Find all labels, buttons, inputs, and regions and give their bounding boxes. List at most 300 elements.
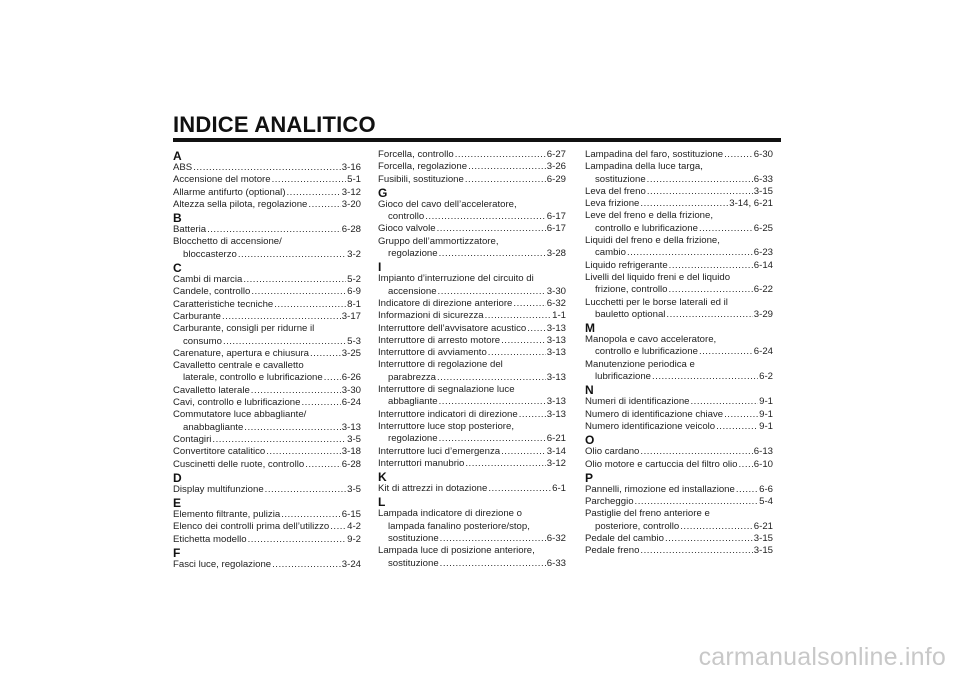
index-entry [173, 360, 361, 385]
section-letter: N [585, 383, 594, 398]
index-entry [173, 434, 361, 446]
page-number: 3-14, 6-21 [729, 198, 773, 210]
entry-text: Manutenzione periodica e [585, 358, 695, 370]
page-number: 3-5 [347, 433, 361, 445]
page-number: 3-20 [341, 198, 361, 210]
entry-text: Carburante, consigli per ridurne il [173, 323, 315, 335]
page-number: 6-21 [546, 433, 566, 445]
dot-leader [439, 248, 546, 260]
entry-text: Indicatore di direzione anteriore [378, 297, 513, 309]
dot-leader [699, 346, 753, 358]
dot-leader [640, 446, 752, 458]
index-entry [585, 508, 773, 533]
dot-leader [440, 558, 546, 570]
page-number: 3-18 [341, 446, 361, 458]
entry-line [378, 508, 566, 520]
entry-text: Interruttore indicatori di direzione [378, 408, 518, 420]
index-entry [585, 496, 773, 508]
entry-text: sostituzione [388, 557, 439, 569]
entry-line [378, 223, 566, 235]
entry-text: Interruttore dell’avvisatore acustico [378, 322, 527, 334]
index-entry [173, 187, 361, 199]
index-entry [378, 174, 566, 186]
index-entry [585, 297, 773, 322]
section-letter: I [378, 260, 382, 275]
dot-leader [308, 199, 340, 211]
index-entry [173, 299, 361, 311]
entry-text: Contagiri [173, 433, 212, 445]
index-entry [173, 559, 361, 571]
index-entry [378, 298, 566, 310]
section-letter: F [173, 546, 181, 561]
entry-text: controllo [388, 211, 425, 223]
entry-line [378, 545, 566, 557]
index-entry [378, 409, 566, 421]
entry-line [585, 521, 773, 533]
section-letter: P [585, 470, 594, 485]
dot-leader [272, 559, 341, 571]
page-number: 6-9 [347, 286, 361, 298]
entry-line [173, 385, 361, 397]
page-number: 6-1 [552, 483, 566, 495]
dot-leader [455, 149, 546, 161]
dot-leader [669, 260, 753, 272]
dot-leader [281, 509, 341, 521]
dot-leader [437, 372, 546, 384]
dot-leader [238, 249, 346, 261]
entry-line [173, 274, 361, 286]
entry-text: controllo e lubrificazione [595, 346, 698, 358]
entry-text: Etichetta modello [173, 533, 247, 545]
entry-text: bauletto optional [595, 308, 666, 320]
entry-text: Informazioni di sicurezza [378, 310, 484, 322]
entry-line [173, 249, 361, 261]
entry-text: Fusibili, sostituzione [378, 173, 464, 185]
entry-text: ABS [173, 162, 193, 173]
dot-leader [488, 483, 551, 495]
dot-leader [265, 484, 346, 496]
entry-text: laterale, controllo e lubrificazione [183, 372, 323, 384]
entry-text: accensione [388, 285, 437, 297]
page-number: 6-24 [341, 397, 361, 409]
entry-text: Interruttore di arresto motore [378, 334, 501, 346]
page-number: 6-2 [759, 371, 773, 383]
page-number: 3-2 [347, 248, 361, 260]
dot-leader [691, 396, 759, 408]
page-number: 3-13 [341, 421, 361, 433]
entry-text: Lampadina della luce targa, [585, 161, 703, 173]
dot-leader [647, 174, 753, 186]
entry-line [585, 421, 773, 433]
page-number: 6-32 [546, 297, 566, 309]
entry-line [585, 223, 773, 235]
entry-line [378, 310, 566, 322]
page-number: 9-2 [347, 533, 361, 545]
entry-text: Gioco valvole [378, 223, 436, 235]
index-entry [585, 334, 773, 359]
section-letter: C [173, 261, 182, 276]
page-number: 3-12 [341, 186, 361, 198]
dot-leader [212, 434, 346, 446]
page-number: 3-17 [341, 310, 361, 322]
index-entry [378, 149, 566, 161]
entry-text: Pedale del cambio [585, 533, 664, 545]
section-letter: A [173, 149, 182, 163]
entry-text: Interruttore di regolazione del [378, 359, 503, 371]
entry-text: Convertitore catalitico [173, 446, 266, 458]
entry-line [378, 347, 566, 359]
entry-line [585, 297, 773, 309]
entry-line [585, 371, 773, 383]
entry-text: consumo [183, 335, 222, 347]
index-entry [585, 533, 773, 545]
index-entry [378, 421, 566, 446]
entry-line [173, 311, 361, 323]
entry-line [173, 162, 361, 174]
index-entry [585, 484, 773, 496]
dot-leader [266, 446, 341, 458]
entry-text: Livelli del liquido freni e del liquido [585, 271, 731, 283]
entry-line [585, 210, 773, 222]
page-number: 6-28 [341, 458, 361, 470]
entry-line [585, 484, 773, 496]
entry-line [173, 422, 361, 434]
entry-text: Batteria [173, 224, 207, 236]
dot-leader [736, 484, 758, 496]
entry-line [378, 236, 566, 248]
page-number: 6-15 [341, 509, 361, 521]
entry-line [173, 336, 361, 348]
entry-line [378, 372, 566, 384]
dot-leader [324, 372, 341, 384]
dot-leader [272, 174, 347, 186]
entry-line [378, 558, 566, 570]
watermark: carmanualsonline.info [698, 643, 946, 671]
index-entry [378, 446, 566, 458]
entry-text: Carburante [173, 310, 221, 322]
dot-leader [640, 198, 728, 210]
index-entry [173, 409, 361, 434]
index-entry [585, 545, 773, 557]
index-entry [378, 483, 566, 495]
page-number: 6-27 [546, 149, 566, 160]
dot-leader [724, 149, 753, 161]
entry-line [173, 509, 361, 521]
entry-line [585, 496, 773, 508]
index-entry [378, 310, 566, 322]
entry-line [173, 236, 361, 248]
index-entry [378, 545, 566, 570]
dot-leader [330, 521, 346, 533]
entry-text: bloccasterzo [183, 248, 237, 260]
index-entry [585, 161, 773, 186]
page-number: 3-15 [753, 185, 773, 197]
entry-line [585, 174, 773, 186]
entry-text: regolazione [388, 433, 438, 445]
page-number: 5-3 [347, 335, 361, 347]
entry-text: Carenature, apertura e chiusura [173, 347, 309, 359]
entry-text: Allarme antifurto (optional) [173, 186, 286, 198]
index-entry [378, 458, 566, 470]
entry-line [173, 187, 361, 199]
index-entry [378, 335, 566, 347]
entry-line [378, 433, 566, 445]
index-entry [378, 384, 566, 409]
entry-text: Pannelli, rimozione ed installazione [585, 483, 735, 495]
index-entry [173, 199, 361, 211]
dot-leader [193, 162, 341, 174]
title-rule [173, 138, 781, 142]
entry-text: Interruttori manubrio [378, 457, 465, 469]
entry-line [378, 248, 566, 260]
index-entry [585, 396, 773, 408]
page-number: 3-30 [341, 384, 361, 396]
dot-leader [251, 385, 341, 397]
entry-text: Impianto d’interruzione del circuito di [378, 273, 534, 285]
index-entry [585, 210, 773, 235]
dot-leader [665, 533, 753, 545]
index-entry [585, 186, 773, 198]
entry-line [378, 323, 566, 335]
entry-line [378, 199, 566, 211]
section-letter: M [585, 321, 595, 336]
dot-leader [207, 224, 341, 236]
entry-text: Liquidi del freno e della frizione, [585, 235, 720, 247]
dot-leader [739, 459, 753, 471]
page-number: 6-17 [546, 211, 566, 223]
index-entry [173, 484, 361, 496]
page-number: 3-13 [546, 396, 566, 408]
index-entry [585, 446, 773, 458]
entry-text: Cavalletto laterale [173, 384, 250, 396]
entry-line [173, 199, 361, 211]
entry-line [173, 521, 361, 533]
page-number: 9-1 [759, 396, 773, 408]
dot-leader [627, 247, 753, 259]
page-number: 9-1 [759, 408, 773, 420]
entry-text: Numero di identificazione chiave [585, 408, 724, 420]
index-entry [585, 409, 773, 421]
index-entry [378, 359, 566, 384]
entry-line [585, 272, 773, 284]
dot-leader [301, 397, 340, 409]
section-letter: O [585, 433, 595, 448]
section-letter: D [173, 470, 182, 485]
page-number: 6-22 [753, 284, 773, 296]
index-entry [173, 162, 361, 174]
entry-line [585, 508, 773, 520]
entry-line [378, 273, 566, 285]
page-number: 3-13 [546, 334, 566, 346]
entry-text: Elenco dei controlli prima dell’utilizzo [173, 521, 330, 533]
entry-text: Lucchetti per le borse laterali ed il [585, 296, 728, 308]
entry-text: Parcheggio [585, 496, 634, 508]
entry-line [173, 224, 361, 236]
index-entry [585, 421, 773, 433]
entry-line [173, 397, 361, 409]
page-number: 6-13 [753, 446, 773, 458]
entry-text: Fasci luce, regolazione [173, 559, 272, 571]
page-number: 6-10 [753, 458, 773, 470]
entry-text: Cavi, controllo e lubrificazione [173, 397, 301, 409]
dot-leader [223, 336, 346, 348]
entry-text: Altezza sella pilota, regolazione [173, 198, 308, 210]
index-entry [173, 397, 361, 409]
page-number: 6-17 [546, 223, 566, 235]
index-entry [173, 274, 361, 286]
entry-text: Lampadina del faro, sostituzione [585, 149, 724, 160]
index-entry [378, 323, 566, 335]
dot-leader [251, 286, 346, 298]
dot-leader [425, 211, 546, 223]
dot-leader [465, 174, 546, 186]
entry-text: cambio [595, 247, 626, 259]
entry-line [585, 309, 773, 321]
page-number: 6-14 [753, 259, 773, 271]
dot-leader [669, 284, 753, 296]
entry-text: Kit di attrezzi in dotazione [378, 483, 488, 495]
entry-text: Interruttore luci d’emergenza [378, 445, 501, 457]
entry-text: Pastiglie del freno anteriore e [585, 508, 710, 520]
entry-text: Gruppo dell’ammortizzatore, [378, 235, 499, 247]
entry-line [585, 346, 773, 358]
dot-leader [439, 433, 546, 445]
entry-line [173, 372, 361, 384]
entry-text: Leve del freno e della frizione, [585, 210, 713, 222]
dot-leader [652, 371, 758, 383]
page-number: 6-29 [546, 173, 566, 185]
entry-text: Interruttore luce stop posteriore, [378, 420, 514, 432]
entry-line [378, 211, 566, 223]
page-number: 9-1 [759, 420, 773, 432]
page-number: 6-32 [546, 533, 566, 545]
entry-text: Numeri di identificazione [585, 396, 690, 408]
entry-line [173, 323, 361, 335]
page-number: 1-1 [552, 310, 566, 322]
page-number: 3-13 [546, 347, 566, 359]
entry-text: Candele, controllo [173, 286, 251, 298]
page-number: 3-26 [546, 161, 566, 173]
entry-line [378, 458, 566, 470]
entry-line [173, 299, 361, 311]
entry-line [173, 434, 361, 446]
index-entry [173, 534, 361, 546]
page-number: 6-23 [753, 247, 773, 259]
section-letter: G [378, 185, 388, 200]
dot-leader [513, 298, 545, 310]
dot-leader [640, 545, 752, 557]
entry-line [173, 409, 361, 421]
entry-line [585, 396, 773, 408]
page-number: 6-21 [753, 520, 773, 532]
dot-leader [488, 347, 546, 359]
index-column-2 [378, 149, 566, 570]
entry-text: Lampada luce di posizione anteriore, [378, 545, 535, 557]
entry-text: Interruttore di avviamento [378, 347, 487, 359]
page-number: 3-16 [341, 162, 361, 173]
index-entry [173, 509, 361, 521]
page-number: 6-26 [341, 372, 361, 384]
entry-text: Olio motore e cartuccia del filtro olio [585, 458, 738, 470]
index-entry [585, 260, 773, 272]
index-entry [173, 459, 361, 471]
index-entry [585, 359, 773, 384]
section-letter: K [378, 470, 387, 485]
entry-line [585, 533, 773, 545]
entry-text: frizione, controllo [595, 284, 668, 296]
page-number: 6-33 [546, 557, 566, 569]
entry-text: Accensione del motore [173, 174, 271, 186]
page-number: 5-2 [347, 274, 361, 286]
page-number: 3-28 [546, 248, 566, 260]
index-entry [173, 286, 361, 298]
page-number: 3-29 [753, 308, 773, 320]
page-number: 8-1 [347, 298, 361, 310]
entry-line [378, 421, 566, 433]
page-number: 3-15 [753, 533, 773, 545]
page-number: 3-25 [341, 347, 361, 359]
entry-line [173, 559, 361, 571]
page-title: INDICE ANALITICO [173, 112, 376, 137]
index-entry [585, 459, 773, 471]
index-entry [378, 508, 566, 545]
entry-line [173, 459, 361, 471]
entry-text: Forcella, controllo [378, 149, 454, 160]
entry-line [585, 545, 773, 557]
entry-line [585, 359, 773, 371]
dot-leader [440, 533, 546, 545]
entry-line [378, 409, 566, 421]
entry-line [585, 235, 773, 247]
dot-leader [465, 458, 545, 470]
section-letter: B [173, 211, 182, 226]
entry-text: Blocchetto di accensione/ [173, 236, 282, 248]
entry-text: regolazione [388, 248, 438, 260]
entry-text: Lampada indicatore di direzione o [378, 508, 522, 520]
index-entry [173, 521, 361, 533]
dot-leader [666, 309, 752, 321]
index-entry [585, 235, 773, 260]
entry-text: Manopola e cavo acceleratore, [585, 334, 717, 346]
index-entry [378, 347, 566, 359]
entry-text: Leva frizione [585, 198, 640, 210]
dot-leader [310, 348, 341, 360]
entry-text: Cambi di marcia [173, 274, 243, 286]
page-number: 6-30 [753, 149, 773, 160]
dot-leader [519, 409, 546, 421]
page-number: 3-30 [546, 285, 566, 297]
index-entry [378, 236, 566, 261]
entry-line [173, 534, 361, 546]
entry-text: Elemento filtrante, pulizia [173, 509, 281, 521]
entry-line [585, 409, 773, 421]
entry-line [585, 284, 773, 296]
entry-line [585, 198, 773, 210]
index-entry [378, 161, 566, 173]
entry-line [378, 396, 566, 408]
entry-line [173, 286, 361, 298]
entry-line [378, 446, 566, 458]
dot-leader [724, 409, 758, 421]
entry-text: posteriore, controllo [595, 520, 680, 532]
index-entry [585, 149, 773, 161]
dot-leader [287, 187, 341, 199]
dot-leader [485, 310, 552, 322]
index-entry [173, 323, 361, 348]
entry-line [378, 335, 566, 347]
page-number: 4-2 [347, 521, 361, 533]
entry-text: lampada fanalino posteriore/stop, [388, 520, 530, 532]
